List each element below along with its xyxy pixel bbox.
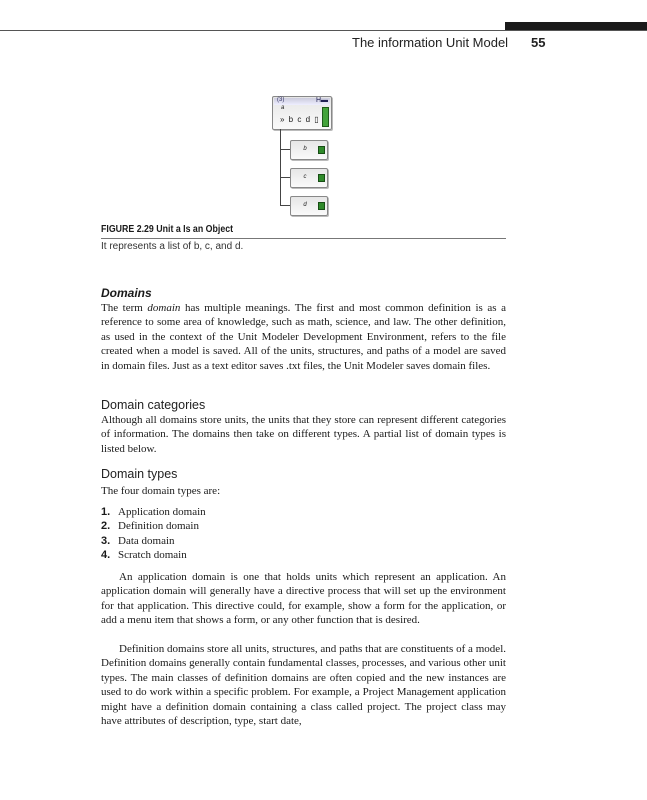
unit-d-label: d xyxy=(303,202,307,208)
tree-connector-b xyxy=(280,149,290,150)
page-number: 55 xyxy=(531,35,546,50)
header-rule xyxy=(0,30,647,31)
tree-connector-vertical xyxy=(280,129,281,206)
caption-rule xyxy=(101,238,506,239)
list-number: 1. xyxy=(101,506,111,518)
list-item xyxy=(101,505,206,519)
paragraph-definition-domains: Definition domains store all units, structures, and paths that are constituents of a model. Definition domains generally contain fundamental classes, processes, and various other unit types. The main classes of definition domains are often copied and the new instances are used to do work within a specific problem. For example, a Project Management application might have a definition domain containing a class called project. The project class may have attributes of description, type, start date, xyxy=(101,643,506,728)
list-number: 2. xyxy=(101,520,111,533)
paragraph-domains xyxy=(101,301,506,373)
subheading-domain-categories: Domain categories xyxy=(101,398,206,412)
list-number: 3. xyxy=(101,534,111,547)
para-text: The term xyxy=(101,302,148,314)
section-heading: Domains xyxy=(101,286,152,300)
green-indicator-icon xyxy=(318,202,325,210)
list-text: Scratch domain xyxy=(118,549,187,562)
tree-connector-c xyxy=(280,177,290,178)
unit-a-name: a xyxy=(281,105,285,111)
figure-unit-diagram xyxy=(270,96,334,220)
unit-b-label: b xyxy=(303,146,307,152)
list-text: Definition domain xyxy=(118,520,199,533)
green-indicator-icon xyxy=(318,174,325,182)
list-item xyxy=(101,519,206,533)
paragraph-categories: Although all domains store units, the units that they store can represent different categories of information. The domains then take on different types. A partial list of domain types is listed below. xyxy=(101,414,506,455)
unit-a-box xyxy=(272,96,332,130)
green-indicator-icon xyxy=(322,107,329,127)
list-item xyxy=(101,534,206,548)
unit-c-label: c xyxy=(303,174,307,180)
unit-a-contents: » b c d ▯ xyxy=(280,115,320,124)
list-text: Application domain xyxy=(118,506,206,518)
list-item xyxy=(101,548,206,562)
running-head: The information Unit Model xyxy=(352,35,509,50)
tree-connector-d xyxy=(280,205,290,206)
unit-a-controls: H▬ xyxy=(315,97,328,104)
unit-c-box xyxy=(290,168,328,188)
domain-types-list xyxy=(101,505,206,563)
unit-d-box xyxy=(290,196,328,216)
unit-b-box xyxy=(290,140,328,160)
figure-caption-title: FIGURE 2.29 Unit a Is an Object xyxy=(101,224,234,235)
paragraph-application-domain: An application domain is one that holds units which represent an application. An application domain will generally have a directive process that will set up the environment for that application. This directive could, for example, show a form for the application, or add a menu item that shows a form, or any other function that is desired. xyxy=(101,571,506,627)
unit-a-index: (3) xyxy=(277,97,285,103)
subheading-domain-types: Domain types xyxy=(101,467,178,481)
para-text: has multiple meanings. The first and most common definition is as a reference to some area of knowledge, such as math, science, and law. The other definition, as used in the context of the Unit Modeler Development Environment, refers to the file created when a model is saved. All of the units, structures, and paths of a model are saved in domain files. Just as a text editor saves .txt files, the Unit Modeler saves domain files. xyxy=(101,302,507,372)
list-number: 4. xyxy=(101,549,111,562)
green-indicator-icon xyxy=(318,146,325,154)
list-text: Data domain xyxy=(118,534,175,547)
paragraph-types-intro: The four domain types are: xyxy=(101,485,221,497)
figure-caption-text: It represents a list of b, c, and d. xyxy=(101,241,244,252)
para-emphasis: domain xyxy=(147,302,181,314)
